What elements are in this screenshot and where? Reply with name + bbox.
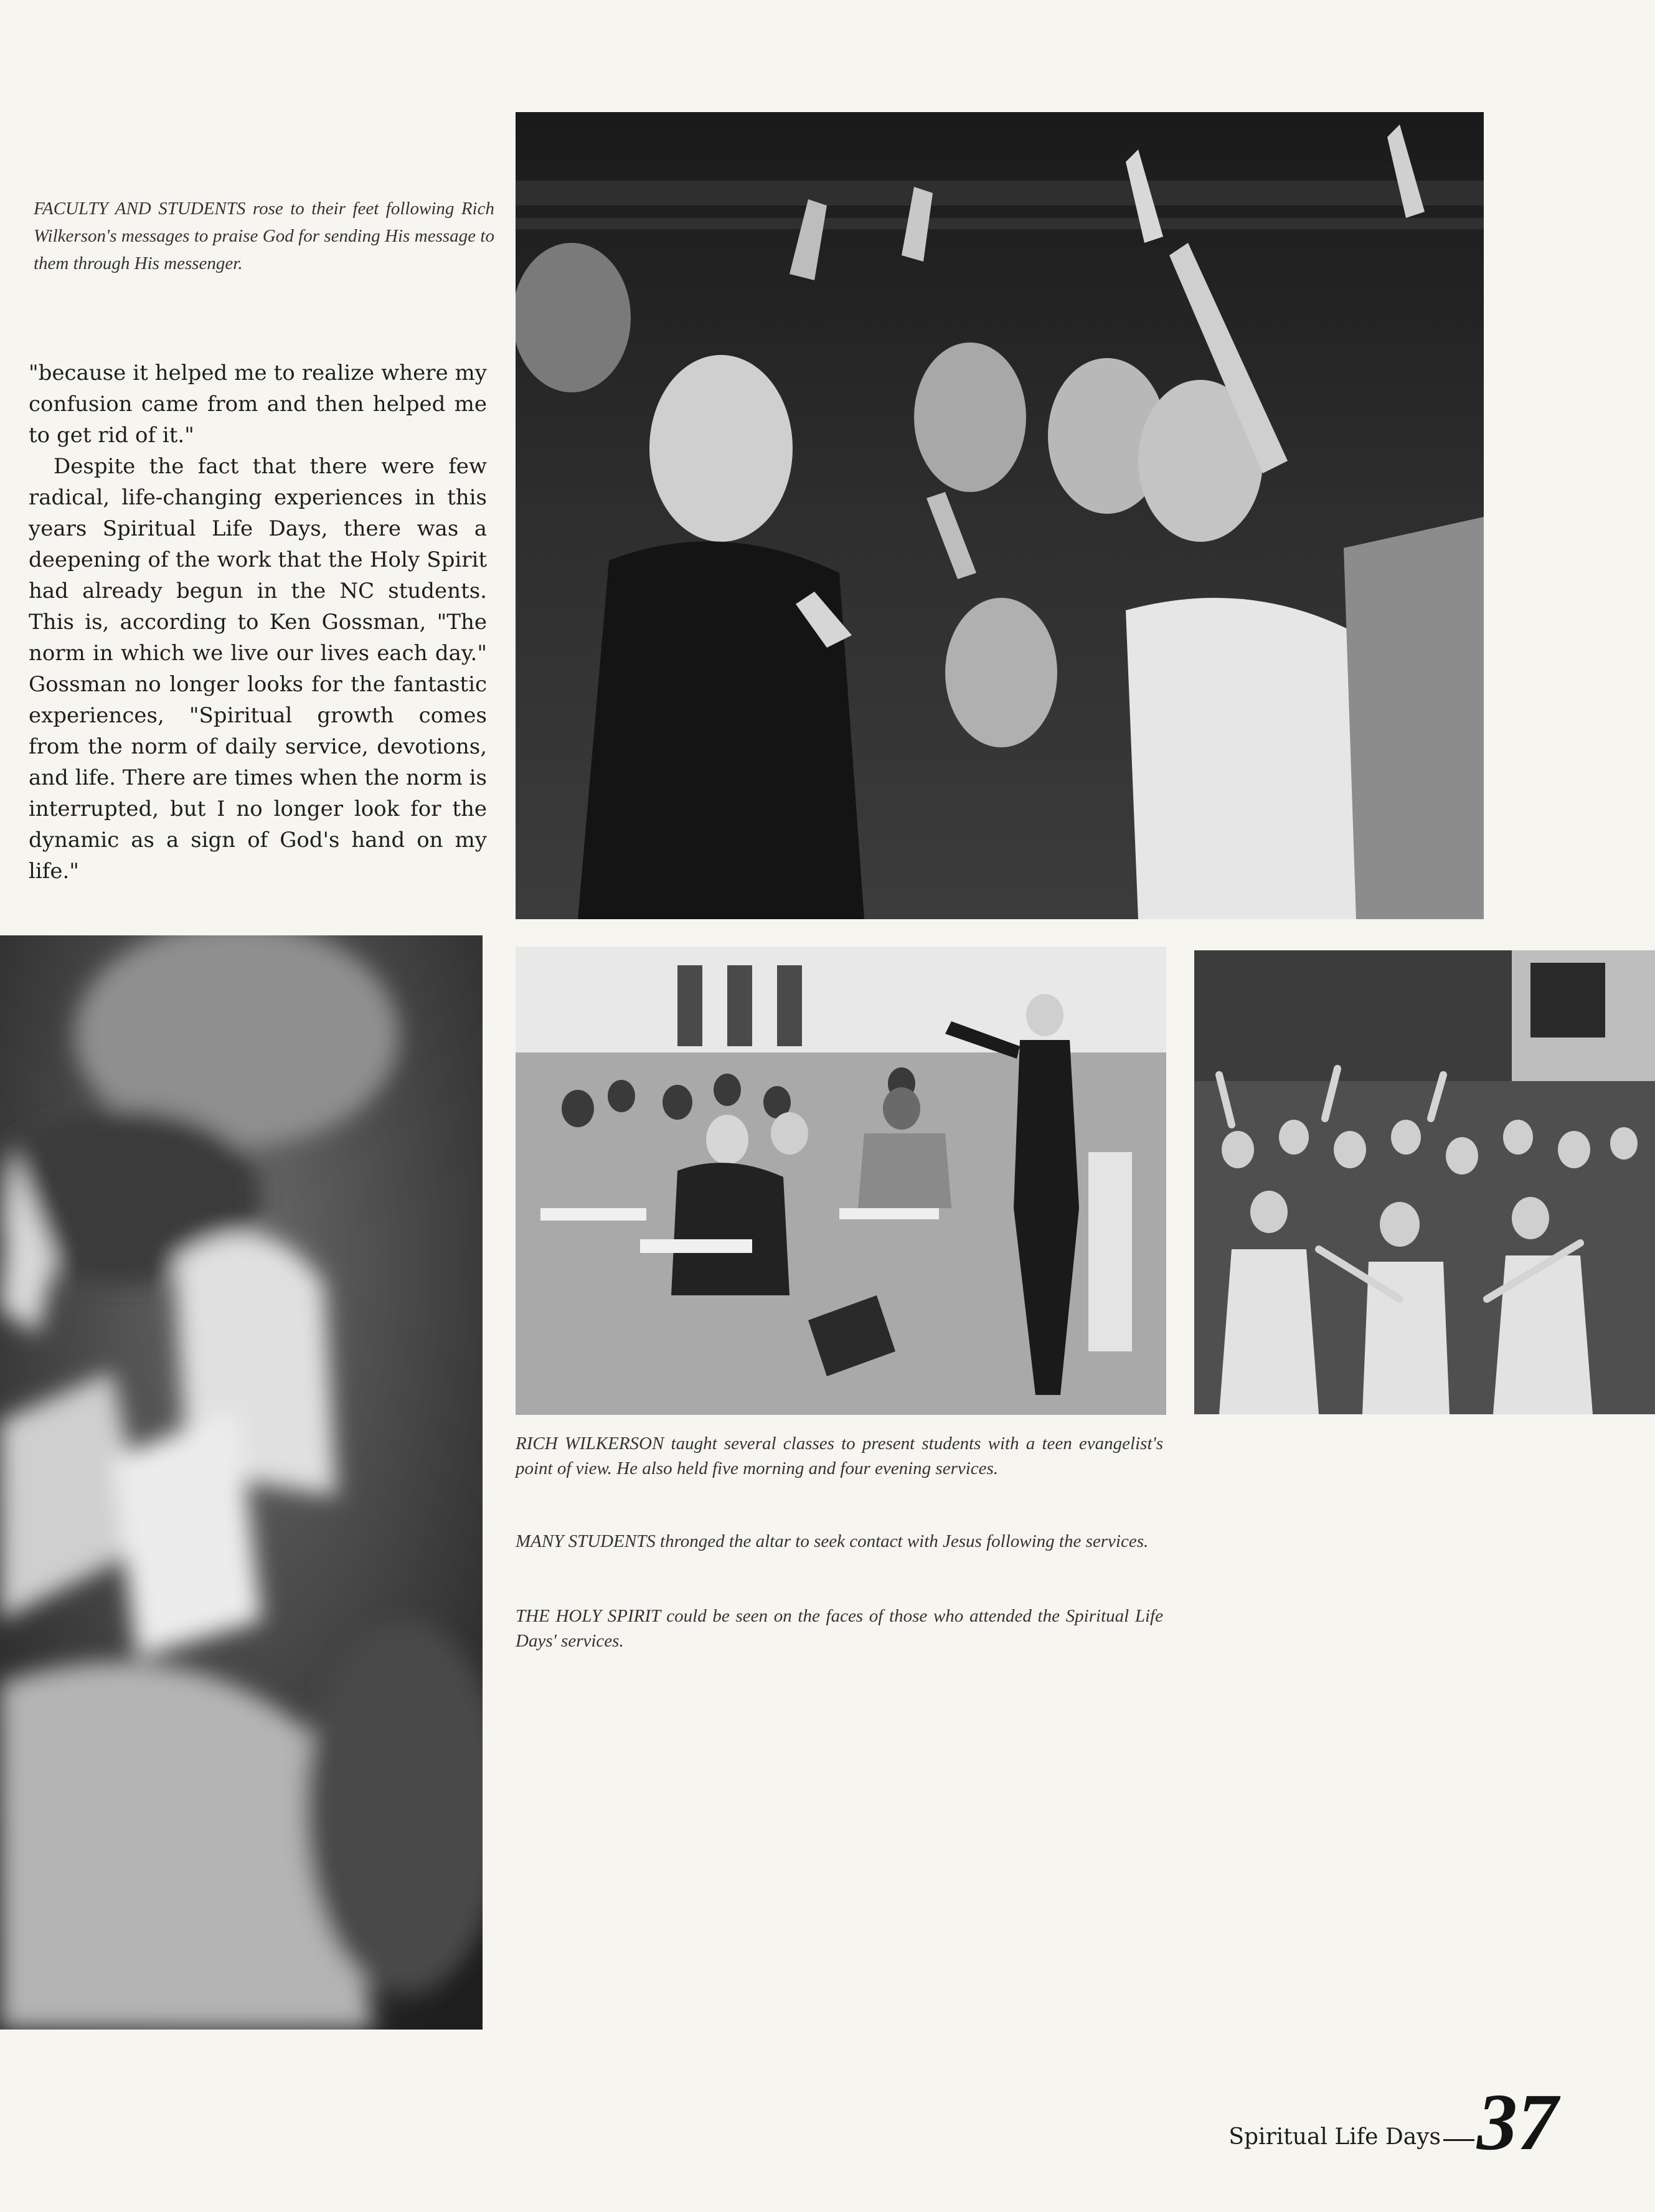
caption-faculty-and-students: FACULTY AND STUDENTS rose to their feet following Rich Wilkerson's messages to praise God for sending His message to them through His messenger. xyxy=(34,199,494,273)
caption-many-students: MANY STUDENTS thronged the altar to seek contact with Jesus following the services. xyxy=(516,1531,1149,1551)
caption-holy-spirit: THE HOLY SPIRIT could be seen on the faces of those who attended the Spiritual Life Days' services. xyxy=(516,1606,1163,1651)
photo-worship-raised-hands xyxy=(516,112,1484,919)
page-number: 37 xyxy=(1477,2077,1558,2167)
page-folio xyxy=(1228,2077,1558,2167)
photo-classroom-wilkerson xyxy=(516,947,1166,1415)
caption-rich-wilkerson: RICH WILKERSON taught several classes to present students with a teen evangelist's point of view. He also held five morning and four evening services. xyxy=(516,1434,1163,1478)
photo-hands-close-up xyxy=(0,935,483,2030)
article-paragraph-1: "because it helped me to realize where my confusion came from and then helped me to get rid of it." xyxy=(29,361,487,448)
photo-altar-crowd xyxy=(1194,950,1655,1414)
folio-dash xyxy=(1443,2139,1474,2141)
folio-section-title: Spiritual Life Days xyxy=(1228,2124,1441,2150)
article-paragraph-2: Despite the fact that there were few radical, life-changing experiences in this years Spiritual Life Days, there was a deepening of the work that the Holy Spirit had already begun in the NC students. This is, according to Ken Gossman, "The norm in which we live our lives each day." Gossman no longer looks for the fantastic experiences, "Spiritual growth comes from the norm of daily service, devotions, and life. There are times when the norm is interrupted, but I no longer look for the dynamic as a sign of God's hand on my life." xyxy=(29,454,487,884)
article-body xyxy=(29,357,487,887)
